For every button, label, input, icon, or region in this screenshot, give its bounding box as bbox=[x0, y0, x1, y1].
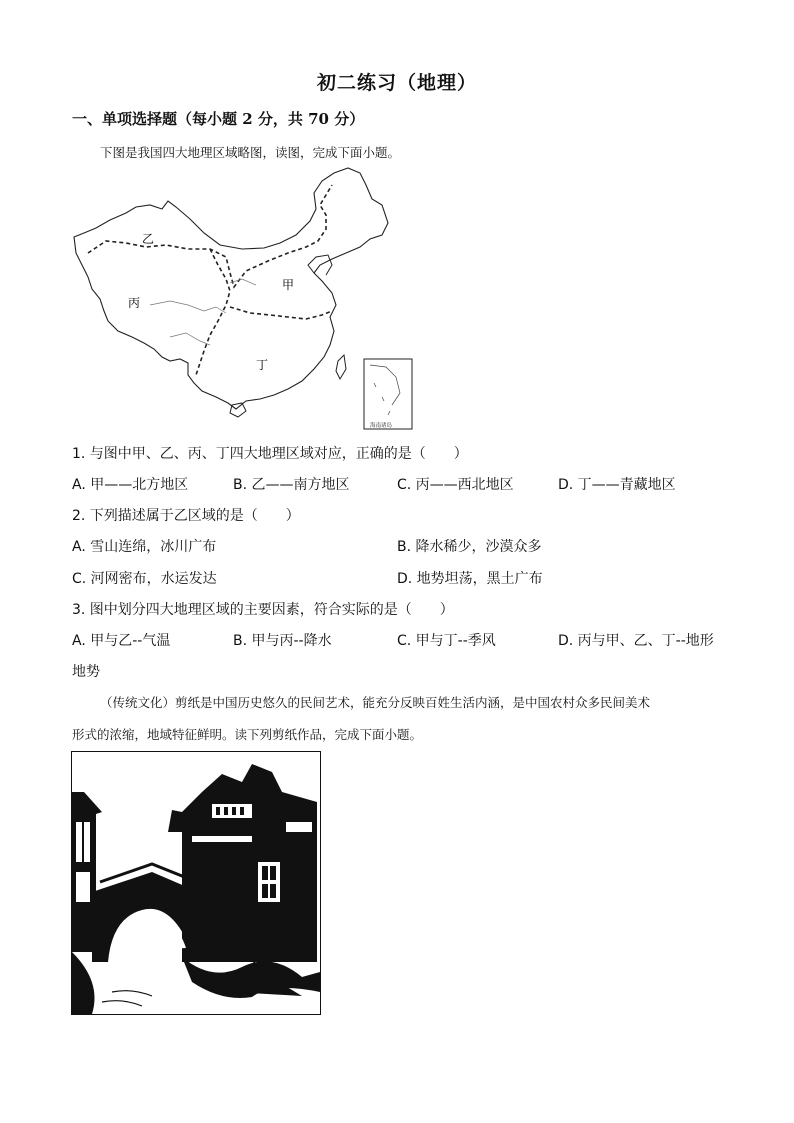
q3-option-c[interactable]: C. 甲与丁--季风 bbox=[397, 633, 496, 649]
q3-option-b[interactable]: B. 甲与丙--降水 bbox=[233, 633, 332, 649]
south-china-sea-inset bbox=[364, 359, 412, 429]
region-label-jia: 甲 bbox=[282, 278, 295, 292]
q2-stem: 2. 下列描述属于乙区域的是（ ） bbox=[72, 508, 300, 524]
q1-option-a[interactable]: A. 甲——北方地区 bbox=[72, 477, 189, 493]
intro-text-papercut-line1: （传统文化）剪纸是中国历史悠久的民间艺术，能充分反映百姓生活内涵，是中国农村众多民间美术 bbox=[100, 695, 651, 710]
q2-option-c[interactable]: C. 河网密布，水运发达 bbox=[72, 571, 217, 587]
q2-option-a[interactable]: A. 雪山连绵，冰川广布 bbox=[72, 539, 217, 555]
hainan-island bbox=[230, 403, 246, 417]
region-label-bing: 丙 bbox=[128, 296, 141, 310]
q3-option-a[interactable]: A. 甲与乙--气温 bbox=[72, 633, 171, 649]
intro-text-papercut-line2: 形式的浓缩，地域特征鲜明。读下列剪纸作品，完成下面小题。 bbox=[72, 727, 423, 742]
taiwan-island bbox=[336, 355, 346, 379]
section-heading: 一、单项选择题（每小题 2 分，共 70 分） bbox=[72, 110, 365, 128]
q3-stem: 3. 图中划分四大地理区域的主要因素，符合实际的是（ ） bbox=[72, 602, 454, 618]
q2-option-d[interactable]: D. 地势坦荡，黑土广布 bbox=[397, 571, 543, 587]
q3-option-d-continued: 地势 bbox=[72, 664, 100, 680]
boundary-qinling-huaihe bbox=[230, 307, 332, 319]
q1-option-d[interactable]: D. 丁——青藏地区 bbox=[558, 477, 676, 493]
china-outline bbox=[74, 168, 388, 409]
region-label-yi: 乙 bbox=[142, 232, 155, 246]
q2-option-b[interactable]: B. 降水稀少，沙漠众多 bbox=[397, 539, 542, 555]
q1-option-c[interactable]: C. 丙——西北地区 bbox=[397, 477, 514, 493]
svg-text:海南诸岛: 海南诸岛 bbox=[370, 423, 393, 429]
papercut-artwork-image bbox=[71, 751, 321, 1015]
boundary-north-northwest bbox=[88, 185, 332, 287]
q3-option-d[interactable]: D. 丙与甲、乙、丁--地形 bbox=[558, 633, 714, 649]
q1-stem: 1. 与图中甲、乙、丙、丁四大地理区域对应，正确的是（ ） bbox=[72, 446, 468, 462]
region-label-ding: 丁 bbox=[256, 358, 269, 372]
china-regions-map bbox=[70, 165, 420, 433]
rivers bbox=[150, 279, 256, 345]
page-title: 初二练习（地理） bbox=[316, 72, 477, 94]
q1-option-b[interactable]: B. 乙——南方地区 bbox=[233, 477, 350, 493]
intro-text-map: 下图是我国四大地理区域略图，读图，完成下面小题。 bbox=[100, 145, 401, 160]
